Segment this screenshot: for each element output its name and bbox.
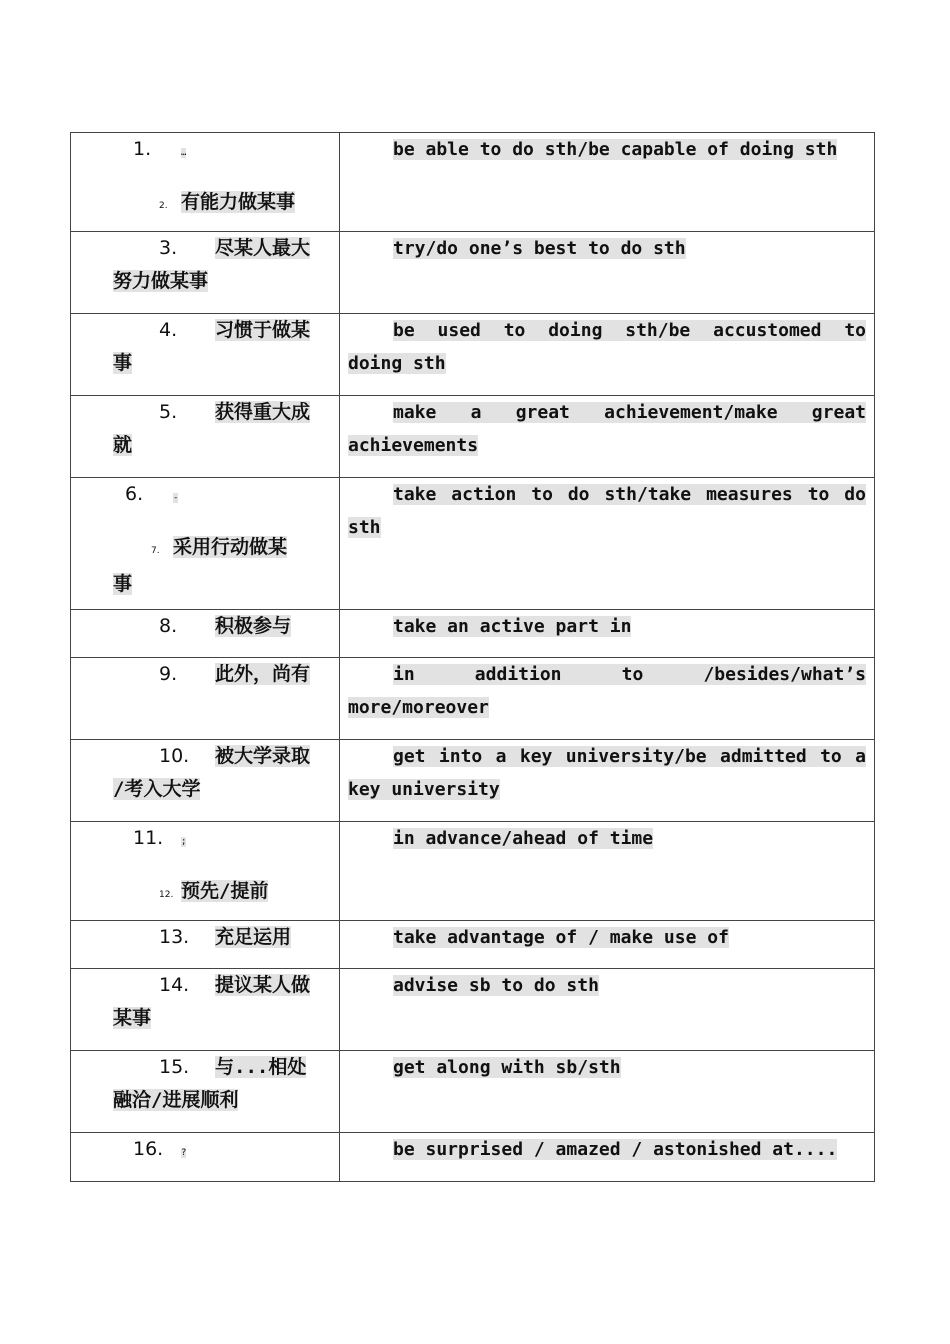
chinese-term: 尽某人最大 [215, 237, 311, 259]
english-phrase: be used to doing sth/be accustomed to [393, 320, 866, 341]
english-phrase: advise sb to do sth [393, 975, 599, 996]
chinese-cell [71, 610, 340, 658]
table-row [71, 1133, 875, 1182]
table-row [71, 610, 875, 658]
chinese-cell [71, 1133, 340, 1182]
english-phrase: make a great achievement/make great [393, 402, 866, 423]
table-row [71, 658, 875, 740]
table-row [71, 740, 875, 822]
english-cell [340, 822, 875, 921]
chinese-term: 习惯于做某 [215, 319, 311, 341]
chinese-term: 此外，尚有 [215, 663, 311, 685]
row-number: 3. [159, 237, 178, 259]
english-phrase: take action to do sth/take measures to do [393, 484, 866, 505]
english-cell [340, 232, 875, 314]
list-marker: ? [181, 1148, 187, 1158]
row-number: 5. [159, 401, 178, 423]
english-cell [340, 314, 875, 396]
chinese-cell [71, 822, 340, 921]
english-phrase-cont: more/moreover [348, 697, 489, 718]
row-number: 1. [133, 138, 152, 160]
english-phrase-cont: sth [348, 517, 381, 538]
english-phrase: try/do one’s best to do sth [393, 238, 686, 259]
chinese-term: 与...相处 [215, 1056, 307, 1078]
sub-number: 7. [151, 546, 160, 556]
row-number: 14. [159, 974, 190, 996]
english-phrase-cont: doing sth [348, 353, 446, 374]
table-row [71, 478, 875, 610]
chinese-cell [71, 478, 340, 610]
list-marker: - [173, 493, 179, 503]
chinese-cell [71, 314, 340, 396]
chinese-cell [71, 921, 340, 969]
chinese-term-cont: 就 [113, 434, 133, 456]
english-cell [340, 740, 875, 822]
table-row [71, 1051, 875, 1133]
english-phrase-cont: achievements [348, 435, 479, 456]
table-row [71, 822, 875, 921]
row-number: 4. [159, 319, 178, 341]
row-number: 11. [133, 827, 164, 849]
table-row [71, 969, 875, 1051]
row-number: 10. [159, 745, 190, 767]
english-phrase: take an active part in [393, 616, 632, 637]
chinese-term: 获得重大成 [215, 401, 311, 423]
english-cell [340, 478, 875, 610]
chinese-term: 有能力做某事 [181, 191, 296, 213]
chinese-cell [71, 740, 340, 822]
chinese-cell [71, 1051, 340, 1133]
row-number: 6. [125, 483, 144, 505]
english-cell [340, 969, 875, 1051]
english-phrase: in addition to /besides/what’s [393, 664, 866, 685]
list-marker: ; [181, 837, 187, 847]
english-cell [340, 921, 875, 969]
row-number: 9. [159, 663, 178, 685]
chinese-cell [71, 396, 340, 478]
table-row [71, 921, 875, 969]
chinese-term-cont: 某事 [113, 1007, 152, 1029]
table-row [71, 314, 875, 396]
table-row [71, 133, 875, 232]
chinese-term-cont: /考入大学 [113, 778, 201, 800]
chinese-term-cont: 事 [113, 573, 133, 595]
english-phrase: take advantage of / make use of [393, 927, 729, 948]
chinese-term-cont: 融洽/进展顺利 [113, 1089, 239, 1111]
sub-number: 2. [159, 201, 168, 211]
list-marker: … [181, 148, 187, 158]
chinese-term: 被大学录取 [215, 745, 311, 767]
chinese-cell [71, 232, 340, 314]
chinese-cell [71, 969, 340, 1051]
chinese-term: 采用行动做某 [173, 536, 288, 558]
english-phrase: get into a key university/be admitted to a [393, 746, 866, 767]
vocab-table [70, 132, 875, 1182]
row-number: 15. [159, 1056, 190, 1078]
sub-number: 12. [159, 890, 174, 900]
english-phrase-cont: key university [348, 779, 500, 800]
table-row [71, 232, 875, 314]
table-row [71, 396, 875, 478]
chinese-cell [71, 658, 340, 740]
chinese-cell [71, 133, 340, 232]
chinese-term: 提议某人做 [215, 974, 311, 996]
english-phrase: in advance/ahead of time [393, 828, 654, 849]
english-cell [340, 133, 875, 232]
english-cell [340, 1051, 875, 1133]
english-phrase: be able to do sth/be capable of doing sth [393, 139, 838, 160]
row-number: 13. [159, 926, 190, 948]
chinese-term: 积极参与 [215, 615, 292, 637]
chinese-term: 预先/提前 [181, 880, 269, 902]
chinese-term: 充足运用 [215, 926, 292, 948]
english-cell [340, 610, 875, 658]
english-phrase: get along with sb/sth [393, 1057, 621, 1078]
chinese-term-cont: 事 [113, 352, 133, 374]
english-cell [340, 396, 875, 478]
english-phrase: be surprised / amazed / astonished at.... [393, 1139, 838, 1160]
row-number: 16. [133, 1138, 164, 1160]
chinese-term-cont: 努力做某事 [113, 270, 209, 292]
row-number: 8. [159, 615, 178, 637]
english-cell [340, 1133, 875, 1182]
english-cell [340, 658, 875, 740]
